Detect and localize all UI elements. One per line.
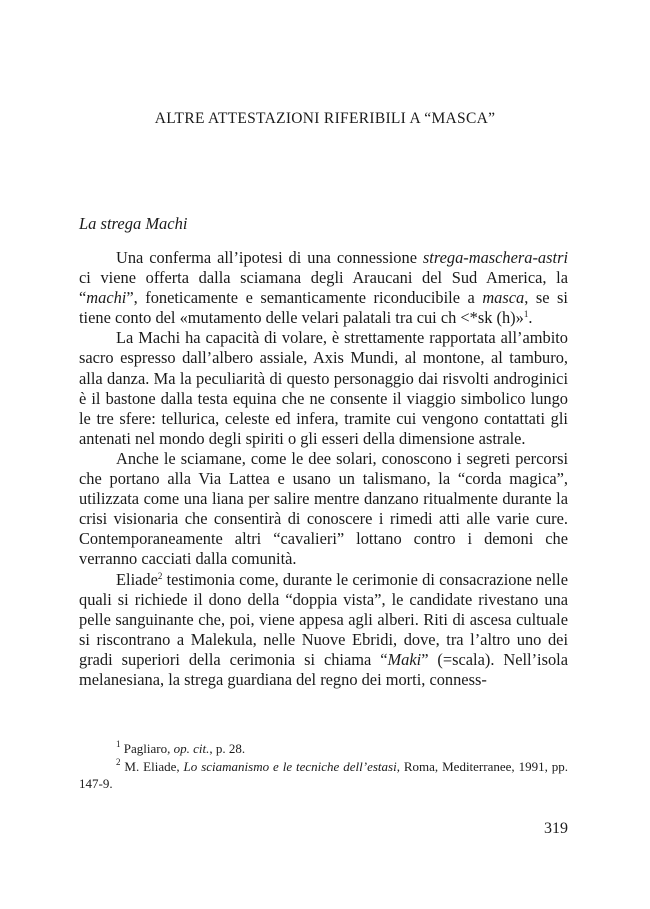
p1-text-a: Una conferma all’ipotesi di una connessione (116, 248, 423, 267)
p1-text-g: , se si tiene conto del «mutamento delle velari palatali tra cui ch <*sk (h)» (79, 288, 568, 328)
page-number: 319 (544, 820, 568, 837)
p4-italic-maki: Maki (387, 649, 422, 669)
footnote-2-italic: Lo sciamanismo e le tecniche dell’estasi (183, 758, 397, 774)
running-title: ALTRE ATTESTAZIONI RIFERIBILI A “MASCA” (154, 110, 496, 127)
p4-text-d: ” (=scala). Nell’isola melanesiana, la strega guardiana del regno dei morti, conness- (79, 649, 568, 689)
footnotes (79, 740, 568, 793)
paragraph-2: La Machi ha capacità di volare, è strettamente rapportata all’ambito sacro espresso dall’albero assiale, Axis Mundi, al montone, al tamburo, alla danza. Ma la peculiarità di questo personaggio dai risvolti androginici è il bastone dalla testa equina che ne consente il viaggio simbolico lungo le tre sfere: tellurica, celeste ed infera, tramite cui vengono contattati gli antenati nel mondo degli spiriti o gli esseri della dimensione astrale. (79, 328, 568, 448)
section-title: La strega Machi (79, 214, 188, 233)
footnote-ref-1: 1 (523, 309, 529, 320)
body-text (79, 242, 568, 690)
paragraph-1 (79, 248, 568, 328)
paragraph-3: Anche le sciamane, come le dee solari, conoscono i segreti percorsi che portano alla Via Lattea e usano un talismano, la “corda magica”, utilizzata come una liana per salire mentre danzano ritualmente durante la crisi visionaria che consentirà di conoscere i rimedi atti alle varie cure. Contemporaneamente altri “cavalieri” lottano contro i demoni che verranno cacciati dalla comunità. (79, 448, 568, 569)
footnote-1-text-a: Pagliaro, (120, 741, 174, 756)
p1-text-c: ci viene offerta dalla sciamana degli Araucani del Sud America, la “ (79, 268, 568, 308)
p1-text-h: . (528, 308, 533, 328)
footnote-2-text-c: , Roma, Mediterranee, 1991, pp. 147-9. (79, 758, 569, 791)
p4-text-b: testimonia come, durante le cerimonie di consacrazione nelle quali si richiede il dono della “doppia vista”, le candidate rivestano una pelle sanguinante che, poi, viene appesa agli alberi. Riti di ascesa cultuale si riscontrano a Malekula, nelle Nuove Ebridi, dove, tra l’altro uno dei gradi superiori della cerimonia si chiama “ (79, 569, 568, 669)
footnote-1 (79, 740, 568, 758)
footnote-1-italic: op. cit. (173, 741, 210, 756)
footnote-2 (79, 758, 568, 793)
footnote-2-text-a: M. Eliade, (120, 758, 184, 774)
p1-italic-machi: machi (86, 288, 127, 308)
p1-text-e: ”, foneticamente e semanticamente riconducibile a (126, 288, 483, 308)
p1-italic-strega-maschera-astri: strega-maschera-astri (422, 248, 568, 267)
p4-text-a: Eliade (116, 569, 158, 589)
paragraph-4 (79, 570, 568, 691)
footnote-ref-2: 2 (157, 570, 163, 581)
p1-italic-masca: masca (482, 288, 525, 308)
footnote-2-number: 2 (116, 756, 121, 767)
footnote-1-text-c: , p. 28. (209, 741, 246, 756)
footnote-1-number: 1 (116, 739, 121, 749)
